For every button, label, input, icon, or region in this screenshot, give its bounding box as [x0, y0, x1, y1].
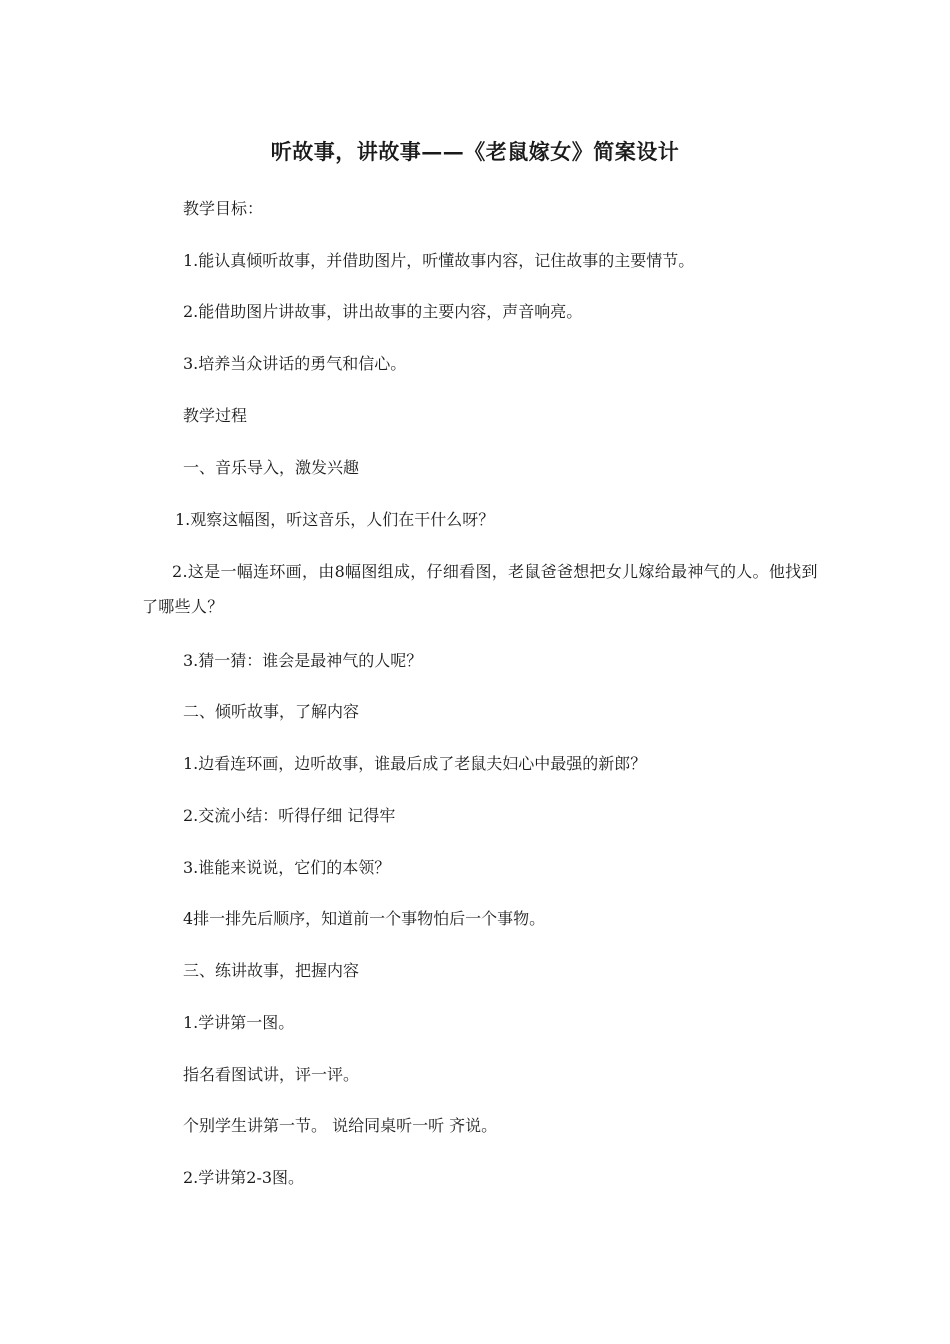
step-3-note-2: 个别学生讲第一节。 说给同桌听一听 齐说。 [183, 1116, 498, 1135]
step-2-item-1: 1.边看连环画，边听故事，谁最后成了老鼠夫妇心中最强的新郎？ [183, 754, 647, 773]
step-2-item-3: 3.谁能来说说，它们的本领？ [183, 858, 391, 877]
step-heading-1: 一、音乐导入，激发兴趣 [183, 458, 360, 477]
objective-item-1: 1.能认真倾听故事，并借助图片，听懂故事内容，记住故事的主要情节。 [183, 251, 695, 270]
step-1-item-3: 3.猜一猜：谁会是最神气的人呢？ [183, 651, 423, 670]
step-3-note-1: 指名看图试讲，评一评。 [183, 1065, 360, 1084]
step-1-item-1: 1.观察这幅图，听这音乐，人们在干什么呀？ [175, 510, 495, 529]
step-heading-2: 二、倾听故事，了解内容 [183, 702, 360, 721]
objective-item-3: 3.培养当众讲话的勇气和信心。 [183, 354, 407, 373]
step-heading-3: 三、练讲故事，把握内容 [183, 961, 360, 980]
step-2-item-2: 2.交流小结：听得仔细 记得牢 [183, 806, 396, 825]
step-2-item-4: 4排一排先后顺序，知道前一个事物怕后一个事物。 [183, 909, 546, 928]
document-title: 听故事，讲故事——《老鼠嫁女》简案设计 [270, 139, 680, 164]
section-heading-objectives: 教学目标： [183, 199, 264, 218]
section-heading-process: 教学过程 [183, 406, 248, 425]
step-3-item-2: 2.学讲第2-3图。 [183, 1168, 305, 1187]
step-3-item-1: 1.学讲第一图。 [183, 1013, 295, 1032]
step-1-item-2: 2.这是一幅连环画，由8幅图组成，仔细看图，老鼠爸爸想把女儿嫁给最神气的人。他找到了哪些人？ [142, 562, 818, 616]
objective-item-2: 2.能借助图片讲故事，讲出故事的主要内容，声音响亮。 [183, 302, 583, 321]
